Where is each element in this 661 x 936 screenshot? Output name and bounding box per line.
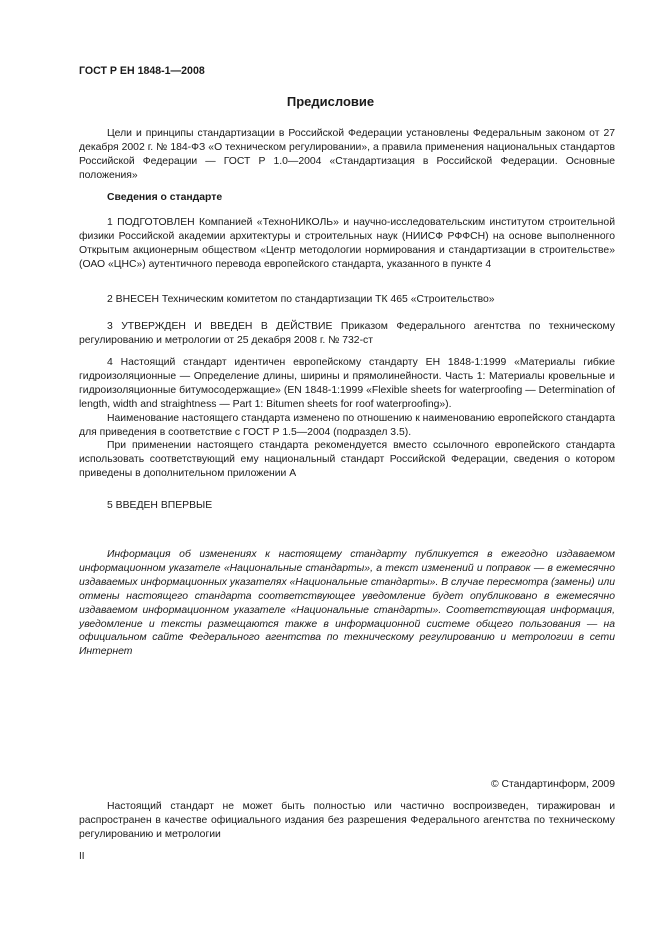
item-1 — [79, 216, 615, 272]
rights-text: Настоящий стандарт не может быть полностью или частично воспроизведен, тиражирован и распространен в качестве официального издания без разрешения Федерального агентства по техническому регулированию и метрологии — [79, 801, 615, 840]
item-2 — [79, 293, 615, 307]
item-4 — [79, 356, 615, 481]
item-4-application: При применении настоящего стандарта рекомендуется вместо ссылочного европейского стандарта использовать соответствующий ему национальный стандарт Российской Федерации, сведения о котором приведены в дополнительном приложении А — [79, 440, 615, 480]
item-3-text: 3 УТВЕРЖДЕН И ВВЕДЕН В ДЕЙСТВИЕ Приказом Федерального агентства по техническому регулированию и метрологии от 25 декабря 2008 г. № 732-ст — [79, 321, 615, 346]
item-1-text: 1 ПОДГОТОВЛЕН Компанией «ТехноНИКОЛЬ» и научно-исследовательским институтом строительной физики Российской академии архитектуры и строительных наук (НИИСФ РФФСН) на основе выполненного Открытым акционерным обществом «Центр методологии нормирования и стандартизации в строительстве» (ОАО «ЦНС») аутентичного перевода европейского стандарта, указанного в пункте 4 — [79, 217, 615, 270]
item-4-text: 4 Настоящий стандарт идентичен европейскому стандарту ЕН 1848-1:1999 «Материалы гибкие гидроизоляционные — Определение длины, ширины и прямолинейности. Часть 1: Материалы кровельные и гидроизоляционные битумосодержащие» (EN 1848-1:1999 «Flexible sheets for waterproofing — Determination of length, width and straightness — Part 1: Bitumen sheets for roof waterproofing»). — [79, 357, 615, 410]
section-heading: Сведения о стандарте — [107, 192, 223, 203]
item-3 — [79, 320, 615, 348]
info-notice-text: Информация об изменениях к настоящему стандарту публикуется в ежегодно издаваемом информационном указателе «Национальные стандарты», а текст изменений и поправок — в ежемесячно издаваемых информационных указателях «Национальные стандарты». В случае пересмотра (замены) или отмены настоящего стандарта соответствующее уведомление будет опубликовано в ежемесячно издаваемом информационном указателе «Национальные стандарты». Соответствующая информация, уведомление и тексты размещаются также в информационной системе общего пользования — на официальном сайте Федерального агентства по техническому регулированию и метрологии в сети Интернет — [79, 549, 615, 658]
intro-text: Цели и принципы стандартизации в Российской Федерации установлены Федеральным законом от 27 декабря 2002 г. № 184-ФЗ «О техническом регулировании», а правила применения национальных стандартов Российской Федерации — ГОСТ Р 1.0—2004 «Стандартизация в Российской Федерации. Основные положения» — [79, 128, 615, 181]
info-notice — [79, 548, 615, 659]
rights-notice — [79, 800, 615, 842]
page-number: II — [79, 851, 85, 862]
item-5 — [79, 499, 615, 513]
item-5-text: 5 ВВЕДЕН ВПЕРВЫЕ — [107, 500, 213, 511]
document-code: ГОСТ Р ЕН 1848-1—2008 — [79, 65, 205, 77]
item-4-name-change: Наименование настоящего стандарта изменено по отношению к наименованию европейского стандарта для приведения в соответствие с ГОСТ Р 1.5—2004 (подраздел 3.5). — [79, 412, 615, 438]
copyright: © Стандартинформ, 2009 — [490, 779, 615, 790]
intro-paragraph — [79, 127, 615, 183]
page-title: Предисловие — [286, 94, 375, 109]
item-2-text: 2 ВНЕСЕН Техническим комитетом по стандартизации ТК 465 «Строительство» — [107, 294, 495, 305]
